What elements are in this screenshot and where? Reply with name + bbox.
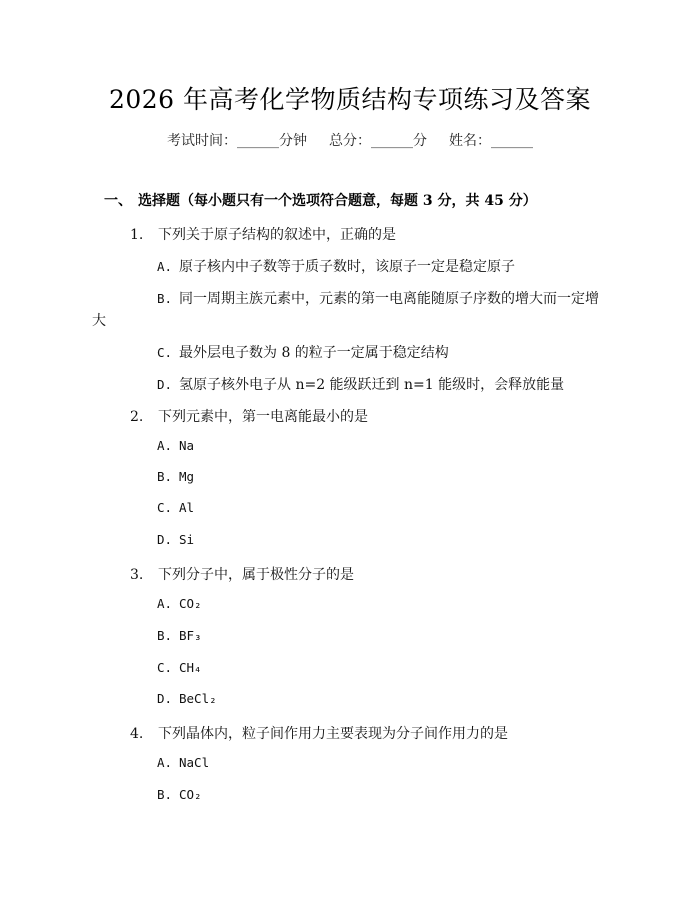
option-letter: C. — [157, 345, 173, 360]
option-letter: A. — [157, 596, 173, 611]
option-text: Mg — [179, 469, 195, 484]
question-3-option-b — [157, 628, 202, 644]
option-text: Si — [179, 532, 195, 547]
option-text: 原子核内中子数等于质子数时，该原子一定是稳定原子 — [179, 259, 515, 275]
question-2-option-a — [157, 438, 194, 454]
question-3-option-d — [157, 691, 217, 707]
question-stem: 下列关于原子结构的叙述中，正确的是 — [158, 227, 396, 243]
question-number: 4. — [130, 726, 144, 742]
question-1-option-c — [157, 342, 449, 362]
section-number: 一、 — [104, 193, 132, 209]
option-letter: B. — [157, 787, 173, 802]
question-3-option-c — [157, 660, 202, 676]
exam-meta — [0, 130, 700, 150]
option-letter: B. — [157, 469, 173, 484]
total-score-field: 总分：______分 — [329, 133, 427, 149]
option-text: 氢原子核外电子从 n=2 能级跃迁到 n=1 能级时，会释放能量 — [179, 377, 565, 393]
option-text: Al — [179, 500, 195, 515]
question-stem: 下列晶体内，粒子间作用力主要表现为分子间作用力的是 — [158, 726, 508, 742]
question-number: 2. — [130, 409, 144, 425]
option-text: CO₂ — [179, 787, 202, 802]
question-number: 1. — [130, 227, 144, 243]
section-heading — [104, 190, 537, 210]
question-1-option-d — [157, 374, 564, 394]
option-text: 最外层电子数为 8 的粒子一定属于稳定结构 — [179, 345, 449, 361]
question-number: 3. — [130, 567, 144, 583]
option-letter: C. — [157, 500, 173, 515]
question-1-option-a — [157, 256, 515, 276]
question-stem: 下列分子中，属于极性分子的是 — [158, 567, 354, 583]
question-3 — [130, 564, 354, 584]
option-letter: B. — [157, 628, 173, 643]
option-text: CO₂ — [179, 596, 202, 611]
question-1 — [130, 224, 396, 244]
question-2-option-c — [157, 500, 194, 516]
option-text: BF₃ — [179, 628, 202, 643]
question-2 — [130, 406, 368, 426]
option-letter: A. — [157, 755, 173, 770]
option-letter: A. — [157, 259, 173, 274]
question-4 — [130, 723, 508, 743]
option-text: BeCl₂ — [179, 691, 217, 706]
option-text: CH₄ — [179, 660, 202, 675]
question-2-option-d — [157, 532, 194, 548]
question-4-option-b — [157, 787, 202, 803]
question-2-option-b — [157, 469, 194, 485]
exam-time-field: 考试时间：______分钟 — [167, 133, 307, 149]
option-letter: D. — [157, 532, 173, 547]
option-letter: A. — [157, 438, 173, 453]
option-letter: B. — [157, 291, 173, 306]
option-text: 同一周期主族元素中，元素的第一电离能随原子序数的增大而一定增 — [179, 291, 599, 307]
question-3-option-a — [157, 596, 202, 612]
option-letter: D. — [157, 377, 173, 392]
question-4-option-a — [157, 755, 209, 771]
page-title: 2026 年高考化学物质结构专项练习及答案 — [108, 85, 592, 114]
option-letter: C. — [157, 660, 173, 675]
option-letter: D. — [157, 691, 173, 706]
option-text: Na — [179, 438, 195, 453]
question-1-option-b — [157, 288, 599, 308]
question-stem: 下列元素中，第一电离能最小的是 — [158, 409, 368, 425]
student-name-field: 姓名：______ — [449, 133, 533, 149]
option-text: NaCl — [179, 755, 210, 770]
section-title: 选择题（每小题只有一个选项符合题意，每题 3 分，共 45 分） — [138, 193, 537, 209]
question-1-option-b-continuation: 大 — [92, 313, 106, 329]
